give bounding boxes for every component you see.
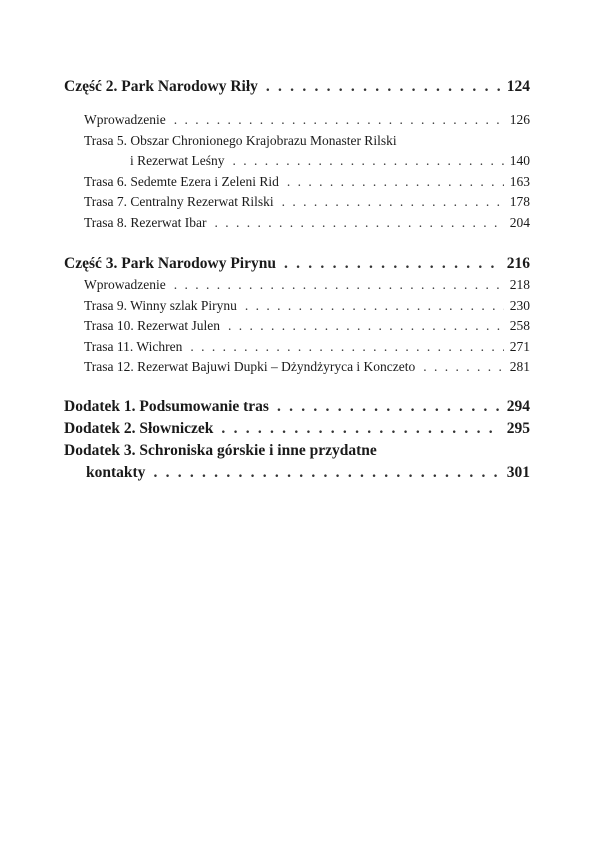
toc-page-number: 163: [509, 173, 530, 189]
toc-appendix[interactable]: [64, 462, 530, 484]
spacer: [64, 233, 530, 253]
toc-leader-dots: [287, 172, 504, 193]
toc-page-number: 178: [509, 194, 530, 209]
toc-leader-dots: [277, 396, 501, 418]
toc-entry-title: Trasa 11. Wichren: [84, 338, 183, 354]
spacer: [64, 378, 530, 396]
toc-entry[interactable]: [64, 296, 530, 317]
toc-page-number: 230: [509, 297, 530, 313]
toc-entry-title: Trasa 12. Rezerwat Bajuwi Dupki – Dżyndżyryca i Konczeto: [84, 359, 416, 374]
toc-entry-title: Wprowadzenie: [84, 277, 166, 292]
toc-page-number: 216: [506, 255, 530, 272]
toc-part-heading[interactable]: [64, 253, 530, 275]
toc-entry[interactable]: [64, 337, 530, 358]
toc-page-number: 204: [509, 214, 530, 230]
toc-appendix-title: Dodatek 2. Słowniczek: [64, 419, 214, 437]
spacer: [64, 98, 530, 110]
toc-leader-dots: [245, 296, 504, 317]
toc-entry[interactable]: [64, 151, 530, 172]
toc-page-number: 295: [506, 419, 530, 437]
toc-part-heading[interactable]: [64, 76, 530, 98]
toc-leader-dots: [174, 110, 504, 131]
toc-page-number: 294: [506, 397, 530, 415]
toc-leader-dots: [232, 151, 503, 172]
toc-page-number: 126: [509, 112, 530, 127]
toc-entry-title-line1[interactable]: Trasa 5. Obszar Chronionego Krajobrazu Monaster Rilski: [84, 132, 397, 148]
toc-appendix[interactable]: [64, 396, 530, 418]
toc-appendix-title-line1[interactable]: Dodatek 3. Schroniska górskie i inne przydatne: [64, 441, 377, 459]
toc-entry-title: Trasa 6. Sedemte Ezera i Zeleni Rid: [84, 173, 279, 189]
toc-entry[interactable]: [64, 316, 530, 337]
toc-page-number: 218: [509, 277, 530, 292]
toc-entry-title: Wprowadzenie: [84, 112, 166, 127]
toc-entry-title: Trasa 9. Winny szlak Pirynu: [84, 297, 237, 313]
toc-page-number: 271: [509, 338, 530, 354]
toc-part-title: Część 3. Park Narodowy Pirynu: [64, 255, 276, 272]
toc-appendix-title-line2: kontakty: [86, 463, 146, 481]
table-of-contents: [64, 76, 530, 484]
toc-entry-title: Trasa 10. Rezerwat Julen: [84, 318, 220, 333]
toc-entry[interactable]: [64, 213, 530, 234]
toc-appendix[interactable]: [64, 418, 530, 440]
toc-entry[interactable]: [64, 192, 530, 213]
toc-entry-title: Trasa 7. Centralny Rezerwat Rilski: [84, 194, 274, 209]
toc-page-number: 124: [506, 78, 530, 95]
toc-entry[interactable]: [64, 275, 530, 296]
toc-leader-dots: [174, 275, 504, 296]
toc-appendix-title: Dodatek 1. Podsumowanie tras: [64, 397, 269, 415]
toc-entry[interactable]: [64, 357, 530, 378]
toc-entry[interactable]: [64, 172, 530, 193]
toc-page-number: 281: [509, 359, 530, 374]
toc-entry-title: Trasa 8. Rezerwat Ibar: [84, 214, 207, 230]
toc-leader-dots: [153, 462, 500, 484]
toc-leader-dots: [214, 213, 503, 234]
toc-leader-dots: [228, 316, 504, 337]
toc-leader-dots: [284, 253, 501, 275]
toc-entry[interactable]: [64, 110, 530, 131]
toc-part-title: Część 2. Park Narodowy Riły: [64, 78, 258, 95]
toc-page-number: 258: [509, 318, 530, 333]
toc-leader-dots: [190, 337, 503, 358]
toc-leader-dots: [266, 76, 501, 98]
toc-page-number: 140: [509, 153, 530, 168]
toc-page-number: 301: [506, 463, 530, 481]
toc-leader-dots: [221, 418, 500, 440]
toc-entry-title-line2: i Rezerwat Leśny: [130, 153, 225, 168]
toc-leader-dots: [423, 357, 503, 378]
toc-leader-dots: [282, 192, 504, 213]
